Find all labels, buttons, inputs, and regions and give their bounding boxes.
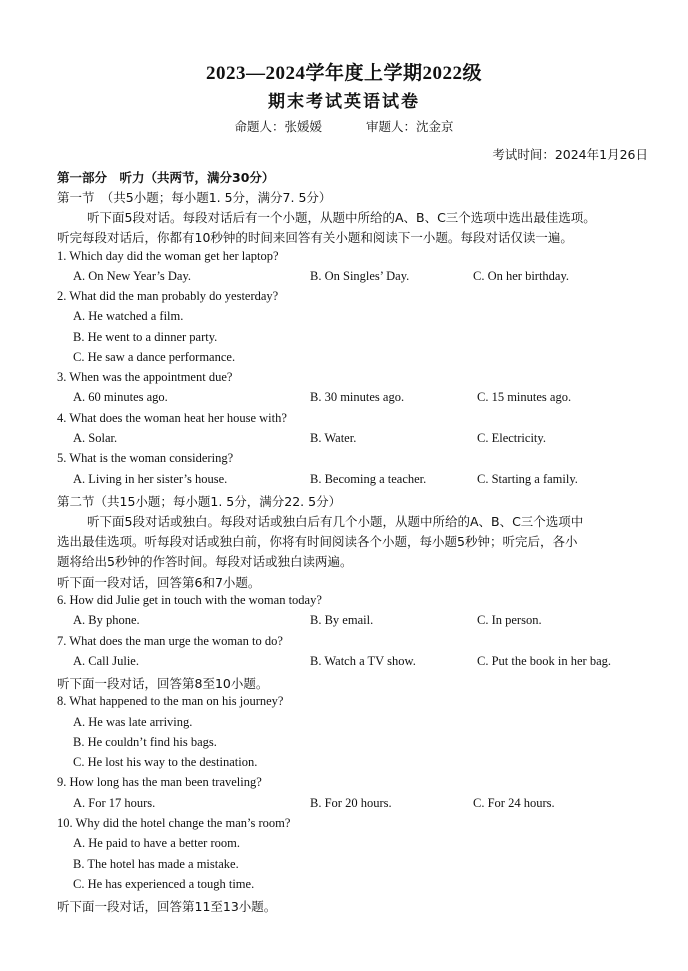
question-stem: 2. What did the man probably do yesterday? [57,289,279,303]
dialogue-cue: 听下面一段对话，回答第6和7小题。 [57,575,261,590]
setter-label: 命题人：张媛媛 [234,119,322,134]
option-b: B. The hotel has made a mistake. [73,857,239,871]
option-a: A. He watched a film. [73,309,184,323]
option-b: B. Water. [310,431,357,445]
question-stem: 3. When was the appointment due? [57,370,233,384]
option-b: B. On Singles’ Day. [310,269,410,283]
question-stem: 10. Why did the hotel change the man’s room? [57,816,291,830]
option-c: C. He saw a dance performance. [73,350,236,364]
question-stem: 7. What does the man urge the woman to do? [57,634,283,648]
section2-instruction-line2: 选出最佳选项。听每段对话或独白前，你将有时间阅读各个小题，每小题5秒钟；听完后，各小 [57,534,578,549]
option-a: A. By phone. [73,613,140,627]
option-b: B. 30 minutes ago. [310,390,405,404]
option-c: C. Electricity. [477,431,546,445]
section1-instruction-line1: 听下面5段对话。每段对话后有一个小题，从题中所给的A、B、C三个选项中选出最佳选项。 [87,210,596,225]
section1-instruction-line2: 听完每段对话后，你都有10秒钟的时间来回答有关小题和阅读下一小题。每段对话仅读一遍。 [57,230,573,245]
option-b: B. He couldn’t find his bags. [73,735,217,749]
section2-heading: 第二节（共15小题；每小题1. 5分，满分22. 5分） [57,494,342,509]
option-a: A. Living in her sister’s house. [73,472,228,486]
question-stem: 8. What happened to the man on his journey? [57,694,284,708]
option-b: B. By email. [310,613,374,627]
option-a: A. He was late arriving. [73,715,193,729]
option-c: C. For 24 hours. [473,796,555,810]
section2-instruction-line3: 题将给出5秒钟的作答时间。每段对话或独白读两遍。 [57,554,353,569]
question-stem: 4. What does the woman heat her house with? [57,411,287,425]
option-a: A. For 17 hours. [73,796,156,810]
option-a: A. On New Year’s Day. [73,269,192,283]
authors-line [0,117,688,135]
question-stem: 5. What is the woman considering? [57,451,234,465]
option-a: A. Solar. [73,431,118,445]
option-a: A. He paid to have a better room. [73,836,240,850]
reviewer-label: 审题人：沈金京 [366,119,454,134]
option-c: C. On her birthday. [473,269,570,283]
question-stem: 9. How long has the man been traveling? [57,775,262,789]
option-c: C. He has experienced a tough time. [73,877,255,891]
section2-instruction-line1: 听下面5段对话或独白。每段对话或独白后有几个小题，从题中所给的A、B、C三个选项中 [87,514,584,529]
option-b: B. Watch a TV show. [310,654,416,668]
question-stem: 6. How did Julie get in touch with the woman today? [57,593,322,607]
part1-heading: 第一部分 听力（共两节，满分30分） [57,170,275,185]
question-stem: 1. Which day did the woman get her laptop? [57,249,279,263]
option-c: C. In person. [477,613,542,627]
exam-date: 考试时间：2024年1月26日 [492,147,648,162]
option-b: B. For 20 hours. [310,796,392,810]
option-c: C. 15 minutes ago. [477,390,572,404]
option-b: B. Becoming a teacher. [310,472,427,486]
option-c: C. He lost his way to the destination. [73,755,258,769]
exam-title-line2: 期末考试英语试卷 [268,92,420,111]
section1-heading: 第一节 （共5小题；每小题1. 5分，满分7. 5分） [57,190,332,205]
option-b: B. He went to a dinner party. [73,330,218,344]
dialogue-cue: 听下面一段对话，回答第11至13小题。 [57,899,277,914]
exam-title-line1: 2023—2024学年度上学期2022级 [205,63,482,84]
option-c: C. Starting a family. [477,472,578,486]
option-a: A. Call Julie. [73,654,139,668]
option-c: C. Put the book in her bag. [477,654,612,668]
option-a: A. 60 minutes ago. [73,390,168,404]
dialogue-cue: 听下面一段对话，回答第8至10小题。 [57,676,269,691]
